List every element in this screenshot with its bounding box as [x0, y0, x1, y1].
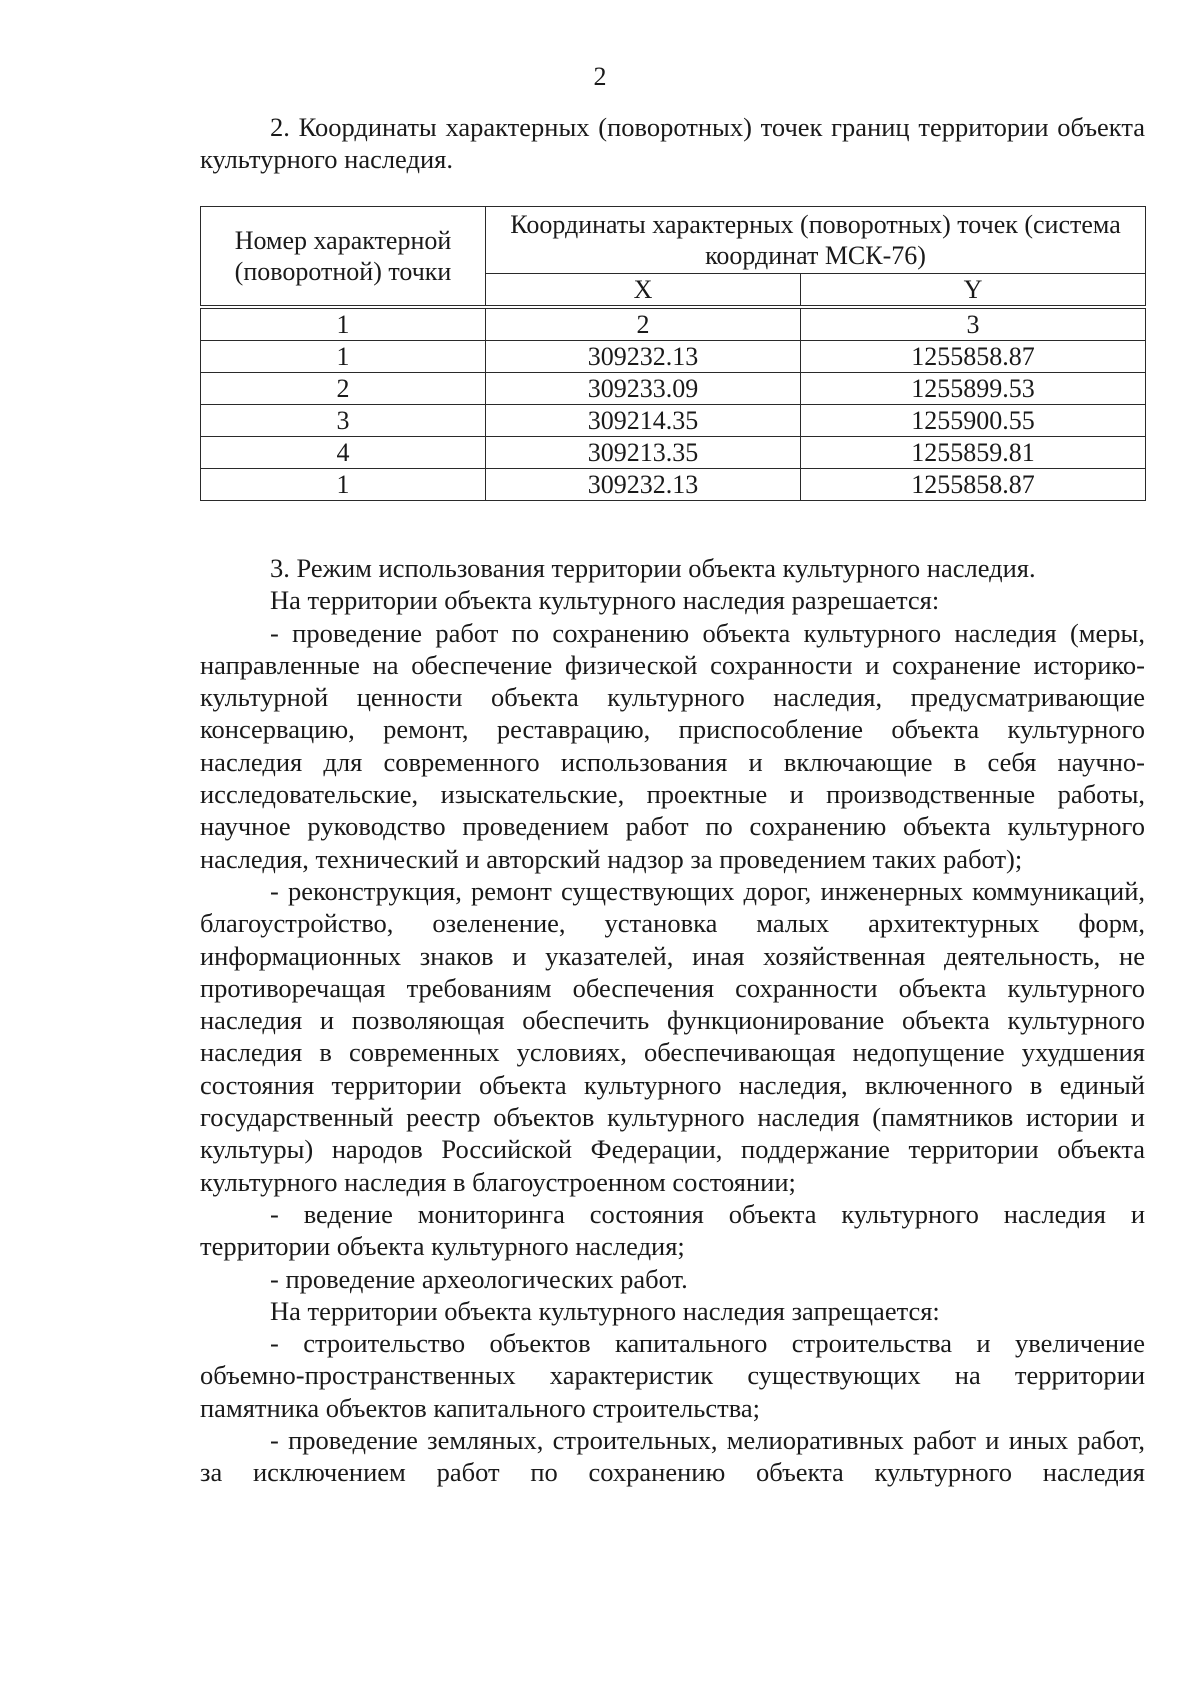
coordinates-table [200, 206, 1146, 501]
x-header: X [486, 274, 801, 308]
section-2 [200, 111, 1145, 176]
x-cell: 309213.35 [486, 437, 801, 469]
y-cell: 1255858.87 [801, 469, 1146, 501]
prohibited-item: - строительство объектов капитального строительства и увеличение объемно-пространственных характеристик существующих на территории памятника объектов капитального строительства; [200, 1328, 1145, 1423]
page-number: 2 [593, 62, 607, 91]
prohibited-intro: На территории объекта культурного наследия запрещается: [270, 1295, 940, 1326]
table-row [201, 437, 1146, 469]
y-header: Y [801, 274, 1146, 308]
allowed-intro: На территории объекта культурного наследия разрешается: [270, 585, 940, 616]
point-number-header: Номер характерной (поворотной) точки [201, 207, 486, 308]
point-cell: 1 [201, 469, 486, 501]
coordinates-header: Координаты характерных (поворотных) точек (система координат МСК-76) [486, 207, 1146, 274]
table-row [201, 341, 1146, 373]
index-cell: 1 [201, 307, 486, 341]
allowed-item: - реконструкция, ремонт существующих дорог, инженерных коммуникаций, благоустройство, озеленение, установка малых архитектурных форм, информационных знаков и указателей, иная хозяйственная деятельность, не противоречащая требованиям обеспечения сохранности объекта культурного наследия и позволяющая обеспечить функционирование объекта культурного наследия в современных условиях, обеспечивающая недопущение ухудшения состояния территории объекта культурного наследия, включенного в единый государственный реестр объектов культурного наследия (памятников истории и культуры) народов Российской Федерации, поддержание территории объекта культурного наследия в благоустроенном состоянии; [200, 875, 1145, 1197]
index-cell: 3 [801, 307, 1146, 341]
x-cell: 309232.13 [486, 469, 801, 501]
y-cell: 1255899.53 [801, 373, 1146, 405]
section-3 [200, 552, 1145, 1489]
section-2-heading: 2. Координаты характерных (поворотных) точек границ территории объекта культурного наследия. [200, 112, 1145, 175]
table-row [201, 373, 1146, 405]
table-row [201, 405, 1146, 437]
table-header-row [201, 207, 1146, 274]
point-cell: 2 [201, 373, 486, 405]
x-cell: 309233.09 [486, 373, 801, 405]
y-cell: 1255858.87 [801, 341, 1146, 373]
index-cell: 2 [486, 307, 801, 341]
point-cell: 4 [201, 437, 486, 469]
section-3-heading: 3. Режим использования территории объекта культурного наследия. [270, 553, 1036, 583]
point-cell: 1 [201, 341, 486, 373]
x-cell: 309214.35 [486, 405, 801, 437]
prohibited-item: - проведение земляных, строительных, мелиоративных работ и иных работ, за исключением работ по сохранению объекта культурного наследия [200, 1425, 1145, 1488]
y-cell: 1255900.55 [801, 405, 1146, 437]
x-cell: 309232.13 [486, 341, 801, 373]
allowed-item: - проведение работ по сохранению объекта культурного наследия (меры, направленные на обеспечение физической сохранности и сохранение историко-культурной ценности объекта культурного наследия, предусматривающие консервацию, ремонт, реставрацию, приспособление объекта культурного наследия для современного использования и включающие в себя научно-исследовательские, изыскательские, проектные и производственные работы, научное руководство проведением работ по сохранению объекта культурного наследия, технический и авторский надзор за проведением таких работ); [200, 617, 1145, 874]
table-index-row [201, 307, 1146, 341]
allowed-item: - ведение мониторинга состояния объекта культурного наследия и территории объекта культурного наследия; [200, 1198, 1145, 1262]
table-row [201, 469, 1146, 501]
y-cell: 1255859.81 [801, 437, 1146, 469]
point-cell: 3 [201, 405, 486, 437]
allowed-item: - проведение археологических работ. [270, 1263, 688, 1294]
